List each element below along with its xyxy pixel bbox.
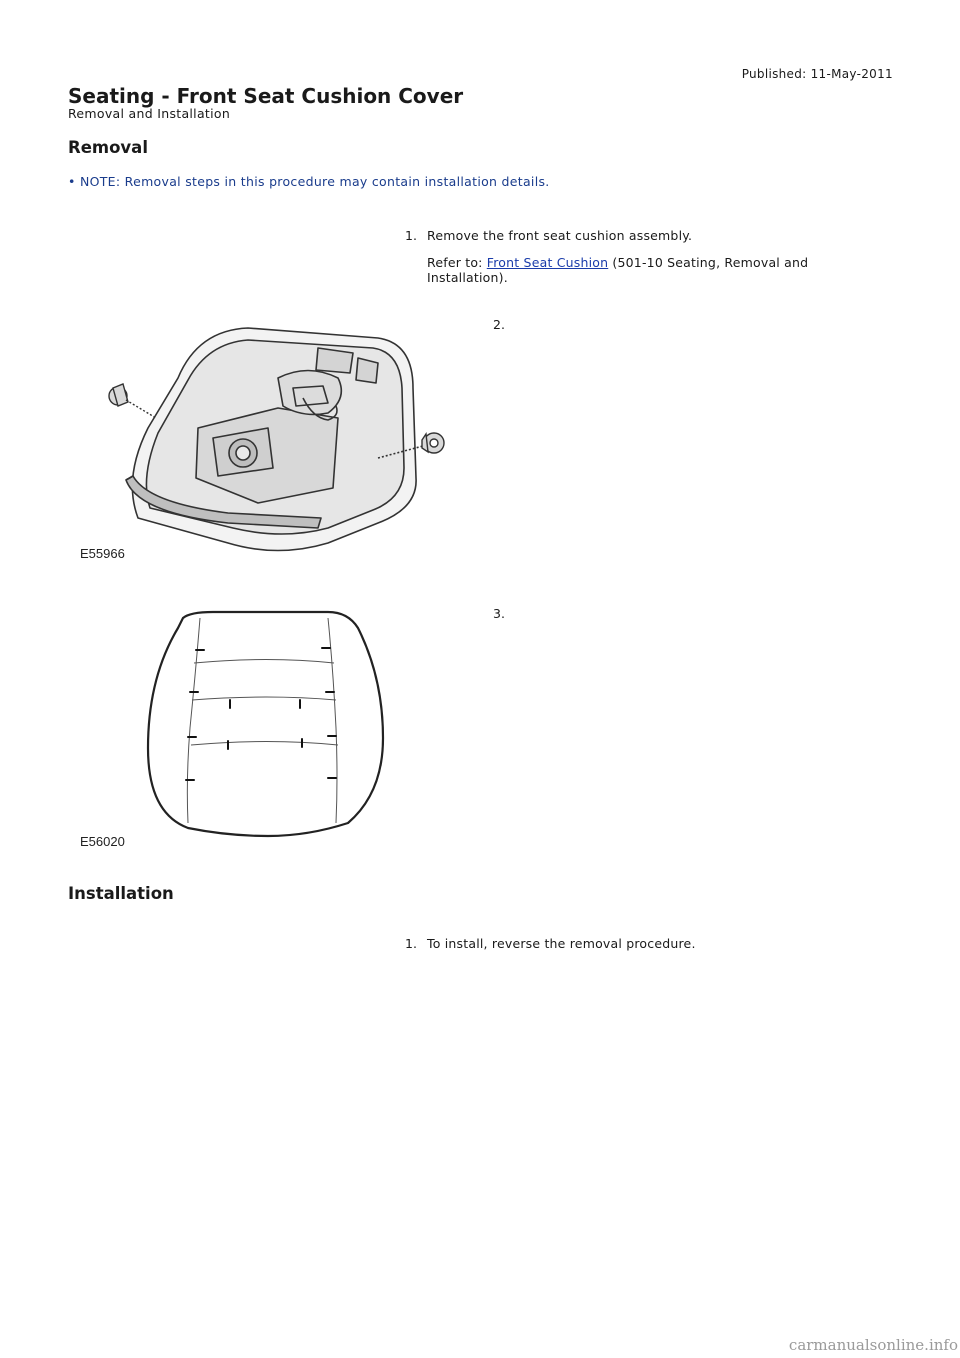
figure-seat-cover: [78, 608, 468, 858]
step-1-number: 1.: [405, 228, 417, 243]
install-step-1-number: 1.: [405, 936, 417, 951]
watermark: carmanualsonline.info: [788, 1336, 958, 1354]
step-2-number: 2.: [493, 317, 505, 332]
seat-cover-illustration: [78, 608, 468, 858]
removal-heading: Removal: [68, 138, 148, 157]
step-1-refer: [427, 255, 857, 285]
published-date: Published: 11-May-2011: [741, 67, 893, 81]
step-3-number: 3.: [493, 606, 505, 621]
refer-suffix: (501-10 Seating, Removal and Installation).: [427, 255, 809, 285]
refer-prefix: Refer to:: [427, 255, 487, 270]
figure-label-e55966: E55966: [80, 546, 125, 561]
installation-heading: Installation: [68, 884, 174, 903]
removal-note: • NOTE: Removal steps in this procedure may contain installation details.: [68, 174, 550, 189]
figure-label-e56020: E56020: [80, 834, 125, 849]
seat-frame-illustration: [78, 318, 468, 573]
figure-seat-frame: [78, 318, 468, 573]
page-subtitle: Removal and Installation: [68, 106, 231, 121]
install-step-1-text: To install, reverse the removal procedure.: [427, 936, 696, 951]
front-seat-cushion-link[interactable]: Front Seat Cushion: [486, 255, 609, 270]
page-title: Seating - Front Seat Cushion Cover: [68, 84, 464, 108]
step-1-text: Remove the front seat cushion assembly.: [427, 228, 693, 243]
